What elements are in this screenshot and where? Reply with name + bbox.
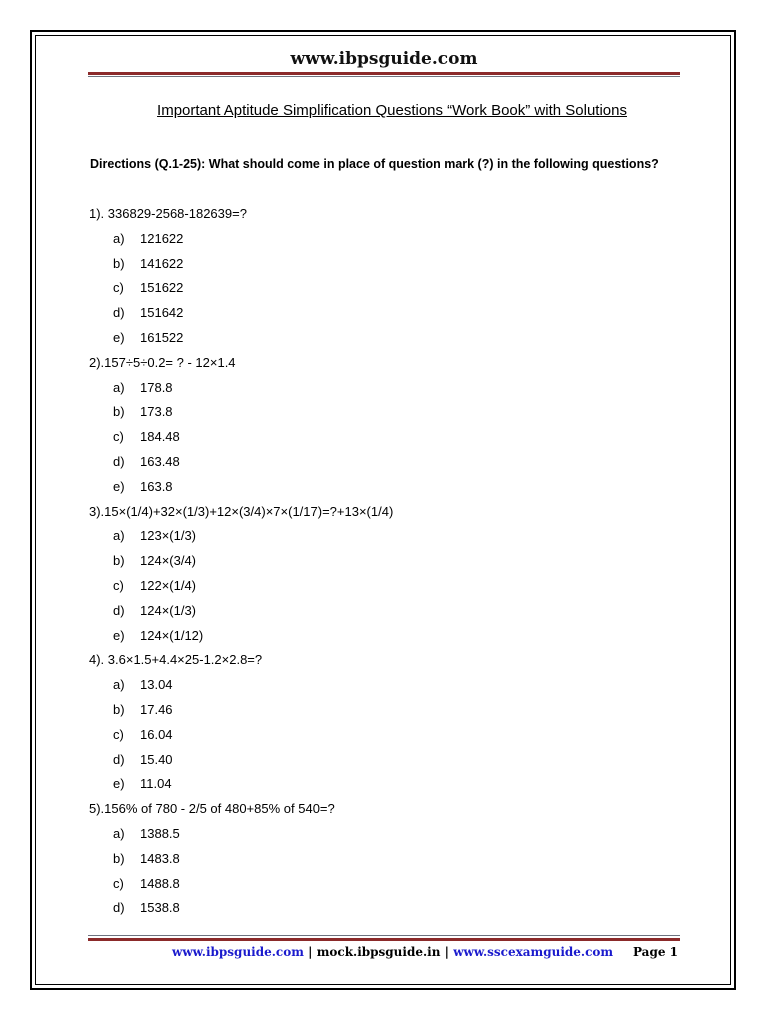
option-value: 17.46 — [140, 701, 173, 717]
option-value: 1388.5 — [140, 825, 180, 841]
answer-option — [89, 724, 689, 749]
option-letter: e) — [113, 329, 125, 345]
header-rule-thin — [88, 76, 680, 77]
option-letter: b) — [113, 850, 125, 866]
answer-option — [89, 327, 689, 352]
option-value: 124×(3/4) — [140, 553, 197, 569]
answer-option — [89, 476, 689, 501]
option-value: 121622 — [140, 230, 184, 246]
option-value: 151622 — [140, 280, 184, 296]
option-letter: d) — [113, 602, 125, 618]
option-letter: c) — [113, 875, 124, 891]
option-letter: b) — [113, 701, 125, 717]
option-letter: b) — [113, 553, 125, 569]
footer-rule — [88, 938, 680, 941]
page-number: Page 1 — [632, 945, 678, 959]
option-letter: a) — [113, 379, 125, 395]
option-value: 15.40 — [140, 751, 173, 767]
answer-option — [89, 426, 689, 451]
question-text: 5).156% of 780 - 2/5 of 480+85% of 540=? — [89, 801, 335, 817]
answer-option — [89, 749, 689, 774]
answer-option — [89, 277, 689, 302]
option-value: 16.04 — [140, 726, 173, 742]
answer-option — [89, 575, 689, 600]
question-list — [89, 203, 689, 922]
option-letter: a) — [113, 825, 125, 841]
answer-option — [89, 823, 689, 848]
footer-mock-site: mock.ibpsguide.in — [316, 945, 441, 959]
option-value: 151642 — [140, 305, 184, 321]
option-letter: b) — [113, 255, 125, 271]
option-letter: c) — [113, 577, 124, 593]
option-letter: d) — [113, 900, 125, 916]
option-letter: b) — [113, 404, 125, 420]
option-letter: e) — [113, 478, 125, 494]
answer-option — [89, 550, 689, 575]
footer-link-sscexamguide[interactable]: www.sscexamguide.com — [453, 945, 614, 959]
answer-option — [89, 848, 689, 873]
option-letter: e) — [113, 627, 125, 643]
option-value: 163.48 — [140, 453, 180, 469]
document-title: Important Aptitude Simplification Questions “Work Book” with Solutions — [157, 102, 627, 119]
footer-separator: | — [440, 945, 454, 959]
answer-option — [89, 625, 689, 650]
question-text: 2).157÷5÷0.2= ? - 12×1.4 — [89, 354, 236, 370]
answer-option — [89, 674, 689, 699]
footer-rule-thin — [88, 935, 680, 936]
option-value: 124×(1/3) — [140, 602, 197, 618]
answer-option — [89, 600, 689, 625]
answer-option — [89, 897, 689, 922]
option-value: 161522 — [140, 329, 184, 345]
option-value: 13.04 — [140, 677, 173, 693]
question-text: 4). 3.6×1.5+4.4×25-1.2×2.8=? — [89, 652, 263, 668]
footer-separator: | — [303, 945, 317, 959]
answer-option — [89, 401, 689, 426]
answer-option — [89, 525, 689, 550]
option-letter: a) — [113, 528, 125, 544]
answer-option — [89, 253, 689, 278]
option-value: 163.8 — [140, 478, 173, 494]
option-letter: d) — [113, 305, 125, 321]
answer-option — [89, 773, 689, 798]
answer-option — [89, 699, 689, 724]
option-value: 1483.8 — [140, 850, 180, 866]
option-value: 122×(1/4) — [140, 577, 197, 593]
option-letter: c) — [113, 280, 124, 296]
option-value: 123×(1/3) — [140, 528, 197, 544]
option-value: 184.48 — [140, 429, 180, 445]
answer-option — [89, 302, 689, 327]
option-value: 141622 — [140, 255, 184, 271]
option-letter: e) — [113, 776, 125, 792]
question-text: 1). 336829-2568-182639=? — [89, 206, 247, 221]
answer-option — [89, 451, 689, 476]
site-header: www.ibpsguide.com — [290, 49, 478, 69]
option-letter: d) — [113, 453, 125, 469]
option-value: 1538.8 — [140, 900, 180, 916]
header-rule — [88, 72, 680, 75]
answer-option — [89, 873, 689, 898]
option-value: 124×(1/12) — [140, 627, 204, 643]
question-text: 3).15×(1/4)+32×(1/3)+12×(3/4)×7×(1/17)=?+13×(1/4) — [89, 503, 394, 519]
option-letter: a) — [113, 677, 125, 693]
option-letter: c) — [113, 726, 124, 742]
option-value: 178.8 — [140, 379, 173, 395]
option-letter: d) — [113, 751, 125, 767]
option-value: 173.8 — [140, 404, 173, 420]
option-letter: c) — [113, 429, 124, 445]
option-value: 1488.8 — [140, 875, 180, 891]
answer-option — [89, 228, 689, 253]
footer — [172, 945, 678, 959]
answer-option — [89, 377, 689, 402]
option-letter: a) — [113, 230, 125, 246]
option-value: 11.04 — [140, 776, 172, 792]
footer-link-ibpsguide[interactable]: www.ibpsguide.com — [172, 945, 304, 959]
directions-text: Directions (Q.1-25): What should come in place of question mark (?) in the following questions? — [90, 157, 659, 171]
